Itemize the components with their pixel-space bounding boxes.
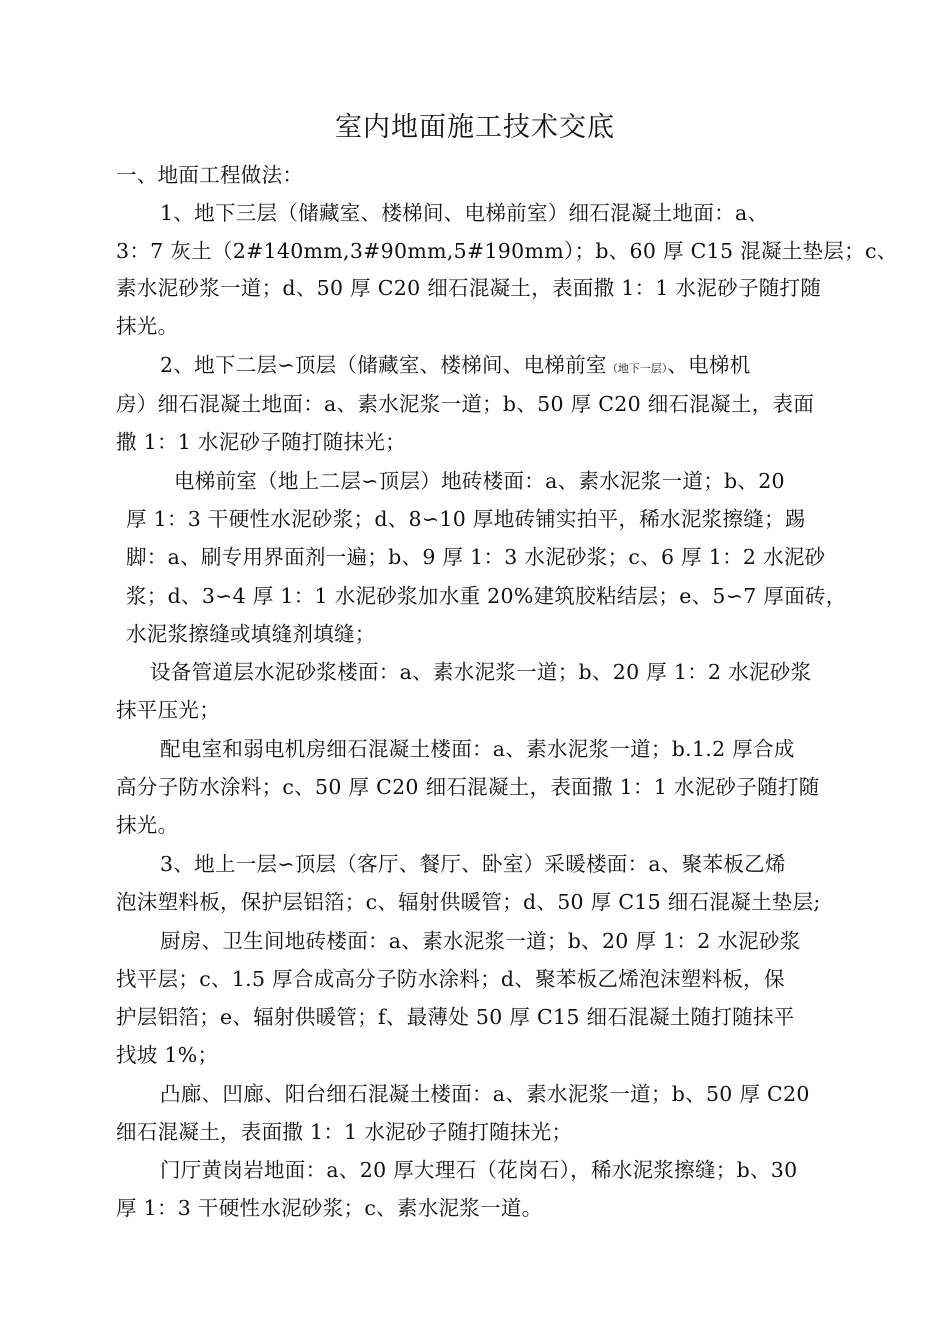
- text-line: 电梯前室（地上二层∽顶层）地砖楼面：a、素水泥浆一道；b、20: [174, 469, 785, 493]
- text-line: 脚：a、刷专用界面剂一遍；b、9 厚 1：3 水泥砂浆；c、6 厚 1：2 水泥砂: [126, 545, 826, 569]
- text-line: 护层铝箔；e、辐射供暖管；f、最薄处 50 厚 C15 细石混凝土随打随抹平: [116, 1005, 795, 1029]
- text-line: 浆；d、3∽4 厚 1：1 水泥砂浆加水重 20%建筑胶粘结层；e、5∽7 厚面砖，: [126, 584, 847, 608]
- text-segment: 、电梯机: [667, 353, 751, 377]
- text-line: 凸廊、凹廊、阳台细石混凝土楼面：a、素水泥浆一道；b、50 厚 C20: [160, 1082, 810, 1106]
- text-line: 厚 1：3 干硬性水泥砂浆；c、素水泥浆一道。: [116, 1196, 543, 1220]
- text-line: 配电室和弱电机房细石混凝土楼面：a、素水泥浆一道；b.1.2 厚合成: [160, 737, 795, 761]
- section-heading: 一、地面工程做法：: [116, 163, 304, 187]
- small-annotation: （地下一层）: [606, 362, 668, 375]
- text-line: 房）细石混凝土地面：a、素水泥浆一道；b、50 厚 C20 细石混凝土，表面: [116, 392, 815, 416]
- text-line: 厚 1：3 干硬性水泥砂浆；d、8∽10 厚地砖铺实拍平，稀水泥浆擦缝；踢: [126, 507, 806, 531]
- text-line: 细石混凝土，表面撒 1：1 水泥砂子随打随抹光；: [116, 1120, 573, 1144]
- text-line: 高分子防水涂料；c、50 厚 C20 细石混凝土，表面撒 1：1 水泥砂子随打随: [116, 775, 820, 799]
- text-line: 3：7 灰土（2#140mm,3#90mm,5#190mm）；b、60 厚 C15 混凝土垫层；c、: [116, 239, 898, 263]
- text-line: 门厅黄岗岩地面：a、20 厚大理石（花岗石），稀水泥浆擦缝；b、30: [160, 1158, 798, 1182]
- text-line: 抹平压光；: [116, 698, 220, 722]
- text-line: 抹光。: [116, 314, 179, 338]
- page-title: 室内地面施工技术交底: [335, 112, 615, 143]
- text-line: 抹光。: [116, 813, 179, 837]
- text-line: 设备管道层水泥砂浆楼面：a、素水泥浆一道；b、20 厚 1：2 水泥砂浆: [150, 660, 812, 684]
- text-line: 水泥浆擦缝或填缝剂填缝；: [126, 622, 376, 646]
- text-line: 找坡 1%；: [116, 1043, 219, 1067]
- text-line: 素水泥砂浆一道；d、50 厚 C20 细石混凝土，表面撒 1：1 水泥砂子随打随: [116, 276, 822, 300]
- text-line: 厨房、卫生间地砖楼面：a、素水泥浆一道；b、20 厚 1：2 水泥砂浆: [160, 929, 801, 953]
- text-line: 3、地上一层∽顶层（客厅、餐厅、卧室）采暖楼面：a、聚苯板乙烯: [160, 852, 786, 876]
- text-line: 1、地下三层（储藏室、楼梯间、电梯前室）细石混凝土地面：a、: [160, 201, 769, 225]
- text-line: [160, 350, 751, 380]
- text-line: 撒 1：1 水泥砂子随打随抹光；: [116, 430, 406, 454]
- text-line: 找平层；c、1.5 厚合成高分子防水涂料；d、聚苯板乙烯泡沫塑料板，保: [116, 967, 785, 991]
- text-line: 泡沫塑料板，保护层铝箔；c、辐射供暖管；d、50 厚 C15 细石混凝土垫层;: [116, 890, 821, 914]
- text-segment: 2、地下二层∽顶层（储藏室、楼梯间、电梯前室: [160, 353, 607, 377]
